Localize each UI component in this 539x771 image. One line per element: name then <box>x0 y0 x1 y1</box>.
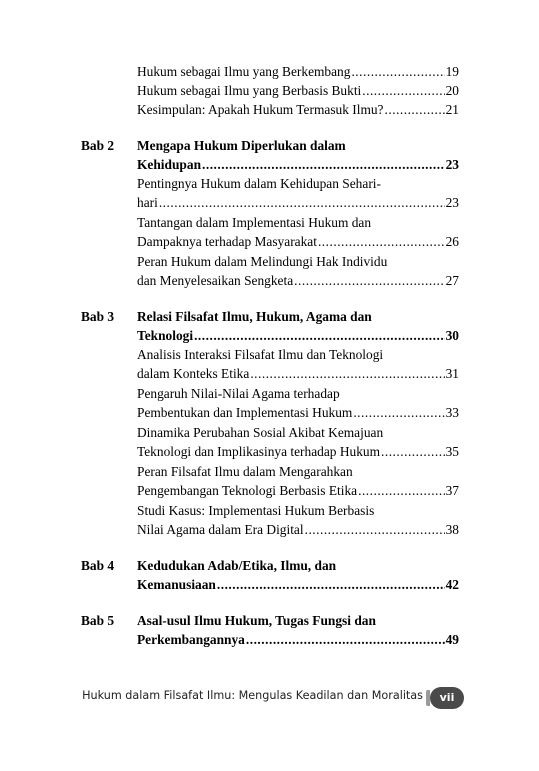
chapter-page: 42 <box>445 577 459 592</box>
page-footer <box>0 687 539 709</box>
chapter-title-line2: Kemanusiaan <box>137 577 216 592</box>
subentry-line1: Peran Hukum dalam Melindungi Hak Individu <box>137 254 388 269</box>
toc-entry-title: Kesimpulan: Apakah Hukum Termasuk Ilmu? <box>137 102 384 117</box>
leader-dots <box>294 271 444 290</box>
chapter-label: Bab 5 <box>81 613 115 628</box>
chapter-page: 30 <box>445 328 459 343</box>
subentry-line2: dalam Konteks Etika <box>137 366 250 381</box>
chapter-title-line1: Relasi Filsafat Ilmu, Hukum, Agama dan <box>137 309 372 324</box>
subentry-page: 37 <box>445 483 459 498</box>
leader-dots <box>194 326 445 345</box>
subentry-page: 23 <box>445 195 459 210</box>
subentry-line2: dan Menyelesaikan Sengketa <box>137 273 294 288</box>
toc-subentry[interactable] <box>137 462 459 500</box>
leader-dots <box>381 442 445 461</box>
chapter-title-line1: Kedudukan Adab/Etika, Ilmu, dan <box>137 558 337 573</box>
leader-dots <box>358 481 445 500</box>
chapter-label: Bab 2 <box>81 138 115 153</box>
leader-dots <box>385 100 445 119</box>
subentry-page: 26 <box>445 234 459 249</box>
toc-subentry[interactable] <box>137 384 459 422</box>
subentry-page: 31 <box>445 366 459 381</box>
leader-dots <box>353 403 444 422</box>
toc-entry-title: Hukum sebagai Ilmu yang Berbasis Bukti <box>137 83 362 98</box>
chapter-page: 23 <box>445 157 459 172</box>
leader-dots <box>246 630 445 649</box>
subentry-line1: Analisis Interaksi Filsafat Ilmu dan Teknologi <box>137 347 384 362</box>
leader-dots <box>318 232 445 251</box>
chapter-page: 49 <box>445 632 459 647</box>
chapter-title-line2-row <box>137 155 459 174</box>
chapter-title-line2-row <box>137 326 459 345</box>
leader-dots <box>159 193 445 212</box>
leader-dots <box>362 81 444 100</box>
toc-entry[interactable] <box>137 62 459 81</box>
chapter-title-line1: Asal-usul Ilmu Hukum, Tugas Fungsi dan <box>137 613 376 628</box>
toc-entry-page: 21 <box>445 102 459 117</box>
chapter-title-line2: Kehidupan <box>137 157 202 172</box>
leader-dots <box>305 520 445 539</box>
subentry-line1: Peran Filsafat Ilmu dalam Mengarahkan <box>137 464 353 479</box>
subentry-line1: Dinamika Perubahan Sosial Akibat Kemajuan <box>137 425 384 440</box>
chapter-label: Bab 3 <box>81 309 115 324</box>
subentry-line2: Nilai Agama dalam Era Digital <box>137 522 304 537</box>
leader-dots <box>202 155 445 174</box>
toc-subentry[interactable] <box>137 501 459 539</box>
toc-entry-page: 20 <box>445 83 459 98</box>
subentry-line1: Studi Kasus: Implementasi Hukum Berbasis <box>137 503 375 518</box>
toc-entry[interactable] <box>137 100 459 119</box>
toc-subentry[interactable] <box>137 213 459 251</box>
chapter-title-line1: Mengapa Hukum Diperlukan dalam <box>137 138 346 153</box>
subentry-line2: Teknologi dan Implikasinya terhadap Hukum <box>137 444 381 459</box>
subentry-line2: hari <box>137 195 158 210</box>
subentry-page: 35 <box>445 444 459 459</box>
subentry-line2: Dampaknya terhadap Masyarakat <box>137 234 317 249</box>
chapter-label: Bab 4 <box>81 558 115 573</box>
toc-subentry[interactable] <box>137 345 459 383</box>
toc-subentry[interactable] <box>137 252 459 290</box>
leader-dots <box>351 62 444 81</box>
chapter-title-line2: Perkembangannya <box>137 632 245 647</box>
toc-subentry[interactable] <box>137 423 459 461</box>
chapter-title-line2-row <box>137 630 459 649</box>
subentry-line2: Pengembangan Teknologi Berbasis Etika <box>137 483 358 498</box>
page-number-badge: vii <box>430 687 464 709</box>
toc-entry-page: 19 <box>445 64 459 79</box>
subentry-page: 33 <box>445 405 459 420</box>
toc-subentry[interactable] <box>137 174 459 212</box>
leader-dots <box>217 575 445 594</box>
leader-dots <box>250 364 444 383</box>
subentry-line1: Pentingnya Hukum dalam Kehidupan Sehari- <box>137 176 381 191</box>
chapter-title-line2: Teknologi <box>137 328 194 343</box>
subentry-line1: Pengaruh Nilai-Nilai Agama terhadap <box>137 386 340 401</box>
chapter-title-line2-row <box>137 575 459 594</box>
subentry-line1: Tantangan dalam Implementasi Hukum dan <box>137 215 372 230</box>
subentry-page: 27 <box>445 273 459 288</box>
toc-entry-title: Hukum sebagai Ilmu yang Berkembang <box>137 64 351 79</box>
footer-book-title: Hukum dalam Filsafat Ilmu: Mengulas Keadilan dan Moralitas <box>82 689 423 702</box>
subentry-page: 38 <box>445 522 459 537</box>
toc-entry[interactable] <box>137 81 459 100</box>
subentry-line2: Pembentukan dan Implementasi Hukum <box>137 405 353 420</box>
